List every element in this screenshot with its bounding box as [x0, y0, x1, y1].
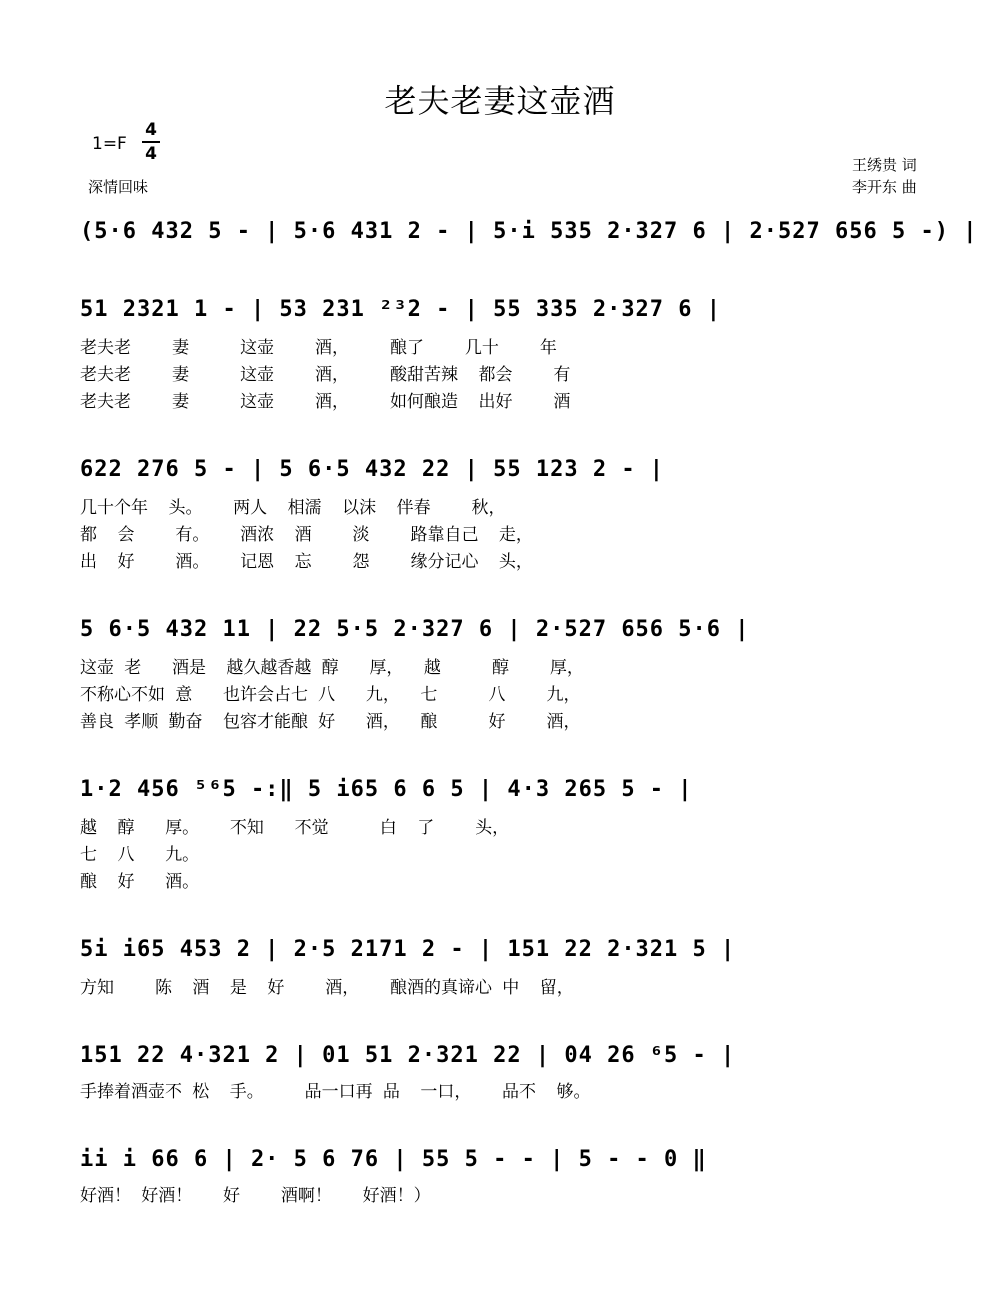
time-signature-bottom: 4	[145, 144, 157, 164]
lyric-line: 老夫老 妻 这壶 酒， 酿了 几十 年	[80, 338, 557, 358]
time-signature-top: 4	[145, 120, 157, 140]
page-title: 老夫老妻这壶酒	[384, 82, 616, 120]
time-signature	[142, 120, 160, 164]
expression-mark: 深情回味	[88, 178, 149, 196]
lyric-line: 出 好 酒。 记恩 忘 怨 缘分记心 头，	[80, 552, 533, 572]
note-line: 1·2 456 ⁵⁶5 -:‖ 5 i65 6 6 5 | 4·3 265 5 - |	[80, 777, 693, 802]
lyric-line: 七 八 九。	[80, 845, 200, 865]
lyric-line: 几十个年 头。 两人 相濡 以沫 伴春 秋，	[80, 498, 506, 518]
composer-credit: 李开东 曲	[852, 178, 917, 196]
lyric-line: 都 会 有。 酒浓 酒 淡 路靠自己 走，	[80, 525, 533, 545]
lyric-line: 好酒！ 好酒！ 好 酒啊！ 好酒！）	[80, 1186, 431, 1206]
lyric-line: 手捧着酒壶不 松 手。 品一口再 品 一口， 品不 够。	[80, 1082, 591, 1102]
note-line: ii i 66 6 | 2· 5 6 76 | 55 5 - - | 5 - - 0 ‖	[80, 1147, 707, 1172]
lyric-line: 老夫老 妻 这壶 酒， 如何酿造 出好 酒	[80, 392, 571, 412]
note-line: 51 2321 1 - | 53 231 ²³2 - | 55 335 2·327 6 |	[80, 297, 722, 322]
lyricist-credit: 王绣贵 词	[852, 156, 917, 174]
lyric-line: 越 醇 厚。 不知 不觉 白 了 头，	[80, 818, 510, 838]
note-line: 5 6·5 432 11 | 22 5·5 2·327 6 | 2·527 656 5·6 |	[80, 617, 750, 642]
note-line: 5i i65 453 2 | 2·5 2171 2 - | 151 22 2·321 5 |	[80, 937, 736, 962]
note-line: 151 22 4·321 2 | 01 51 2·321 22 | 04 26 ⁶5 - |	[80, 1043, 736, 1068]
lyric-line: 这壶 老 酒是 越久越香越 醇 厚， 越 醇 厚，	[80, 658, 584, 678]
lyric-line: 方知 陈 酒 是 好 酒， 酿酒的真谛心 中 留，	[80, 978, 574, 998]
key-signature: 1=F	[92, 134, 127, 154]
lyric-line: 不称心不如 意 也许会占七 八 九， 七 八 九，	[80, 685, 581, 705]
lyric-line: 老夫老 妻 这壶 酒， 酸甜苦辣 都会 有	[80, 365, 571, 385]
note-line: 622 276 5 - | 5 6·5 432 22 | 55 123 2 - |	[80, 457, 665, 482]
lyric-line: 善良 孝顺 勤奋 包容才能酿 好 酒， 酿 好 酒，	[80, 712, 581, 732]
note-line: (5·6 432 5 - | 5·6 431 2 - | 5·i 535 2·327 6 | 2·527 656 5 -) |	[80, 219, 978, 244]
lyric-line: 酿 好 酒。	[80, 872, 200, 892]
